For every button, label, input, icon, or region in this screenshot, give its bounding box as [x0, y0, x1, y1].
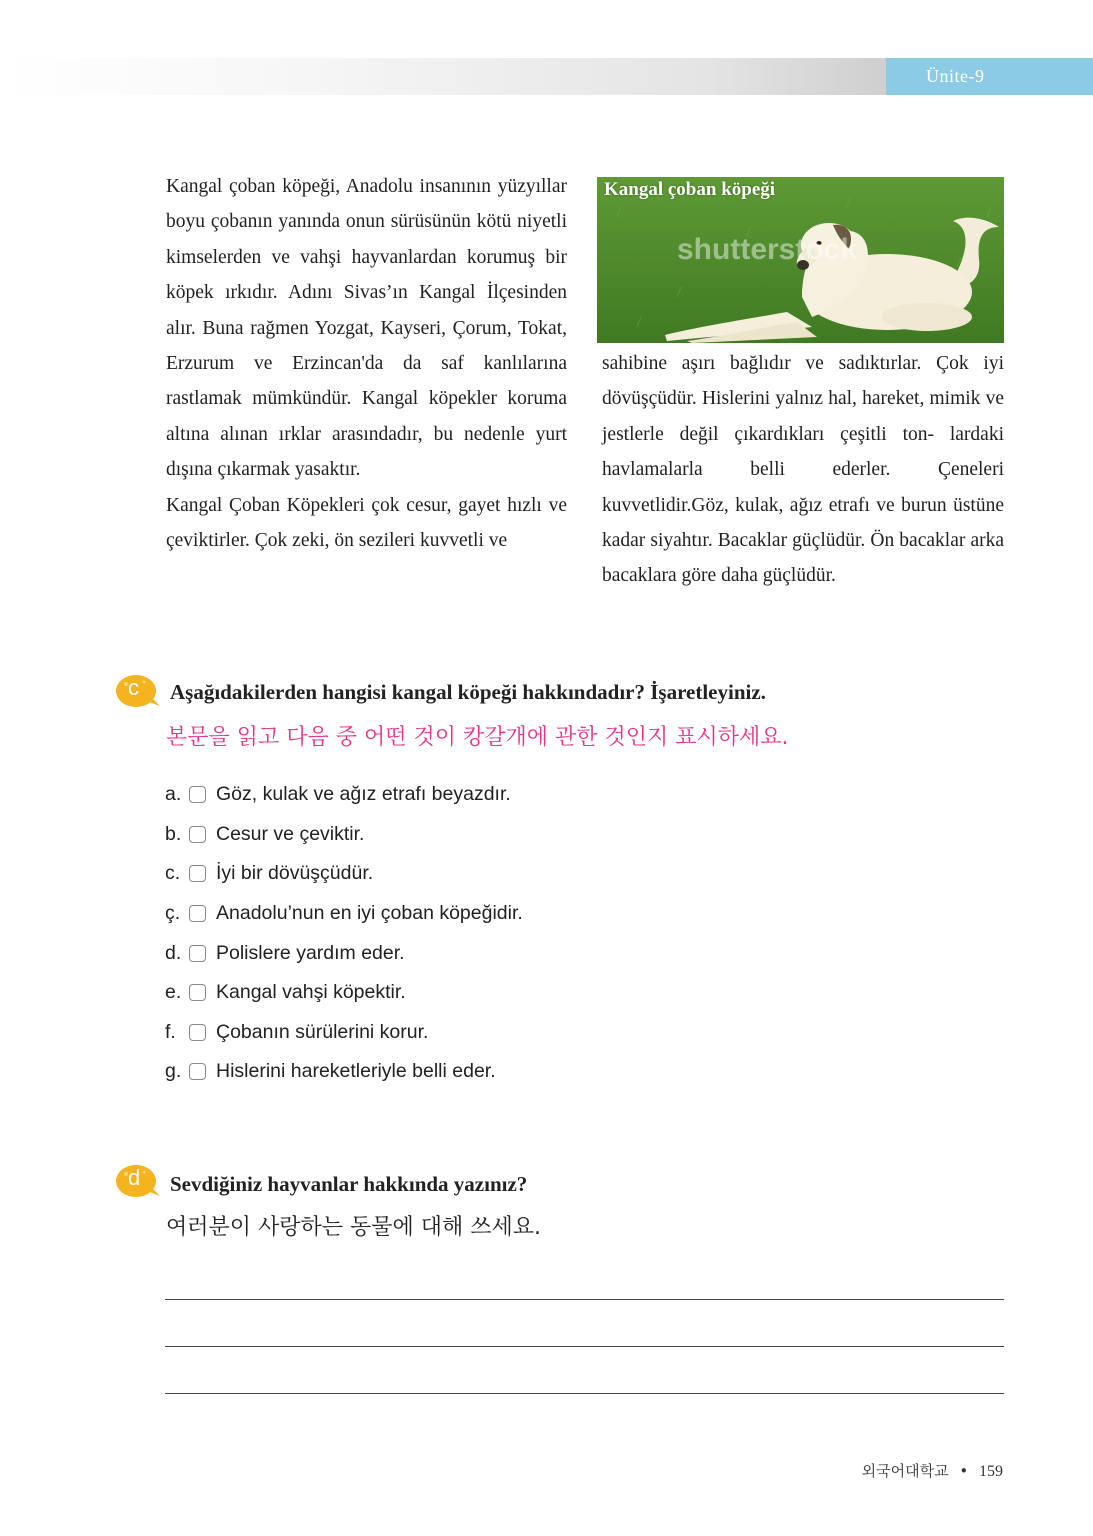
option-g-checkbox[interactable]	[189, 1063, 206, 1080]
option-letter: b.	[165, 822, 182, 845]
writing-line-1[interactable]	[165, 1299, 1004, 1300]
writing-line-2[interactable]	[165, 1346, 1004, 1347]
option-text: Hislerini hareketleriyle belli eder.	[216, 1060, 496, 1083]
option-letter: a.	[165, 783, 182, 806]
section-d-badge	[114, 1164, 160, 1198]
option-b-checkbox[interactable]	[189, 826, 206, 843]
section-d-korean: 여러분이 사랑하는 동물에 대해 쓰세요.	[166, 1215, 541, 1240]
option-g	[165, 1052, 523, 1092]
photo-watermark: shutterstock	[677, 233, 858, 266]
option-text: Kangal vahşi köpektir.	[216, 981, 406, 1004]
option-letter: g.	[165, 1060, 182, 1083]
section-c-letter: c	[128, 675, 139, 700]
footer-separator: •	[959, 1462, 969, 1480]
option-list	[165, 775, 523, 1092]
reading-column-right: sahibine aşırı bağlıdır ve sadıktırlar. Çok iyi dövüşçüdür. Hislerini yalnız hal, hareket, mimik ve jestlerle değil çıkardıkları çeşitli ton- lardaki havlamalarla belli ederler. Çeneleri kuvvetlidir.Göz, kulak, ağız etrafı ve burun üstüne kadar siyahtır. Bacaklar güçlüdür. Ön bacaklar arka bacaklara göre daha güçlüdür.	[602, 353, 1004, 587]
section-c-korean: 본문을 읽고 다음 중 어떤 것이 캉갈개에 관한 것인지 표시하세요.	[166, 725, 789, 750]
option-text: Polislere yardım eder.	[216, 941, 405, 964]
option-d	[165, 933, 523, 973]
header-bar	[0, 58, 886, 95]
option-c-checkbox[interactable]	[189, 865, 206, 882]
option-letter: d.	[165, 941, 182, 964]
kangal-dog-photo	[597, 177, 1004, 343]
section-c-badge	[114, 674, 160, 708]
reading-column-left	[166, 169, 567, 558]
option-text: Göz, kulak ve ağız etrafı beyazdır.	[216, 783, 511, 806]
section-d-letter: d	[128, 1165, 141, 1190]
dog-illustration	[597, 177, 1004, 343]
option-text: Cesur ve çeviktir.	[216, 822, 365, 845]
option-letter: c.	[165, 862, 181, 885]
option-letter: e.	[165, 981, 182, 1004]
option-c	[165, 854, 523, 894]
reading-paragraph-2: Kangal Çoban Köpekleri çok cesur, gayet hızlı ve çeviktirler. Çok zeki, ön sezileri kuvvetli ve	[166, 494, 567, 552]
page-footer	[862, 1460, 1003, 1481]
option-d-checkbox[interactable]	[189, 945, 206, 962]
option-f-checkbox[interactable]	[189, 1024, 206, 1041]
footer-school: 외국어대학교	[861, 1462, 949, 1480]
page-number: 159	[979, 1463, 1003, 1480]
photo-caption: Kangal çoban köpeği	[604, 179, 776, 200]
section-d-title: Sevdiğiniz hayvanlar hakkında yazınız?	[170, 1172, 528, 1196]
unit-label: Ünite-9	[886, 58, 1093, 95]
option-text: İyi bir dövüşçüdür.	[216, 862, 374, 885]
option-letter: f.	[165, 1020, 176, 1043]
section-c-title: Aşağıdakilerden hangisi kangal köpeği hakkındadır? İşaretleyiniz.	[170, 680, 766, 704]
option-c-cedilla-checkbox[interactable]	[189, 905, 206, 922]
option-text: Anadolu’nun en iyi çoban köpeğidir.	[216, 902, 523, 925]
writing-line-3[interactable]	[165, 1393, 1004, 1394]
option-e-checkbox[interactable]	[189, 984, 206, 1001]
option-letter: ç.	[165, 902, 181, 925]
reading-paragraph-1: Kangal çoban köpeği, Anadolu insanının yüzyıllar boyu çobanın yanında onun sürüsünün kötü niyetli kimselerden ve vahşi hayvanlardan korumuş bir köpek ırkıdır. Adını Sivas’ın Kangal İlçesinden alır. Buna rağmen Yozgat, Kayseri, Çorum, Tokat, Erzurum ve Erzincan'da da saf kanlılarına rastlamak mümkündür. Kangal köpekler koruma altına alınan ırklar arasındadır, bu nedenle yurt dışına çıkarmak yasaktır.	[166, 176, 567, 481]
option-a	[165, 775, 523, 815]
option-b	[165, 815, 523, 855]
option-c-cedilla	[165, 894, 523, 934]
option-a-checkbox[interactable]	[189, 786, 206, 803]
option-text: Çobanın sürülerini korur.	[216, 1020, 429, 1043]
option-f	[165, 1013, 523, 1053]
option-e	[165, 973, 523, 1013]
